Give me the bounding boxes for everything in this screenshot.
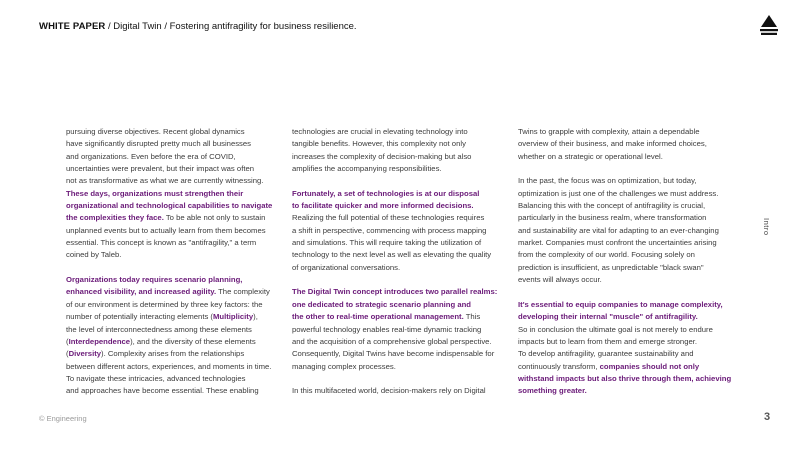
highlighted-text: something greater.: [518, 386, 587, 396]
paragraph: technologies are crucial in elevating technology into tangible benefits. However, this complexity not only increases the complexity of decision-making but also amplifies the accompanying responsibilities.: [292, 127, 472, 174]
text-column-3: [518, 126, 738, 398]
separator: /: [161, 21, 170, 32]
highlighted-text: withstand impacts but also thrive through them, achieving: [518, 373, 732, 383]
section-name: Digital Twin: [113, 21, 162, 32]
paragraph: It's essential to equip companies to manage complexity, developing their internal "muscle" of antifragility. So in conclusion the ultimate goal is not merely to endure impacts but to learn from them and emerge stronger. To develop antifragility, guarantee sustainability and continuously transform, companies should not only withstand impacts but also thrive through them, achieving something greater.: [518, 299, 732, 396]
highlighted-text: companies should not only: [599, 361, 700, 371]
term-interdependence: Interdependence: [68, 336, 131, 346]
paragraph: Fortunately, a set of technologies is at our disposal to facilitate quicker and more informed decisions. Realizing the full potential of these technologies requires a shift in perspective, commencing with process mapping and simulations. This will require taking the utilization of technology to the next level as well as elevating the quality of organizational conversations.: [292, 188, 492, 272]
highlighted-text: the complexities they face.: [66, 213, 164, 223]
paragraph: In the past, the focus was on optimization, but today, optimization is just one of the challenges we must address. Balancing this with the concept of antifragility is crucial, particularly in the business realm, where transformation and sustainability are vital for adapting to an ever-changing market. Companies must confront the uncertainties arising from the complexity of our world. Focusing solely on prediction is insufficient, as unpredictable "black swan" events will always occur.: [518, 176, 719, 285]
highlighted-text: enhanced visibility, and increased agility.: [66, 287, 217, 297]
separator: /: [105, 21, 114, 32]
paragraph: The Digital Twin concept introduces two parallel realms: one dedicated to strategic scenario planning and the other to real-time operational management. This powerful technology enables real-time dynamic tracking and the acquisition of a comprehensive global perspective. Consequently, Digital Twins have become indispensable for managing complex processes.: [292, 287, 498, 371]
page-header: [39, 21, 357, 32]
paragraph: Twins to grapple with complexity, attain a dependable overview of their business, and make informed choices, whether on a strategic or operational level.: [518, 127, 707, 161]
text-column-1: [66, 126, 286, 398]
highlighted-text: The Digital Twin concept introduces two parallel realms:: [292, 287, 498, 297]
term-multiplicity: Multiplicity: [213, 312, 254, 322]
highlighted-text: the other to real-time operational management.: [292, 312, 464, 322]
paragraph: Organizations today requires scenario planning, enhanced visibility, and increased agility. The complexity of our environment is determined by three key factors: the number of potentially interacting elements (Multiplicity), the level of interconnectedness among these elements (Interdependence), and the diversity of these elements (Diversity). Complexity arises from the relationships between different actors, experiences, and moments in time. To navigate these intricacies, advanced technologies and approaches have become essential. These enabling: [66, 275, 272, 396]
highlighted-text: Organizations today requires scenario planning,: [66, 275, 243, 285]
highlighted-text: These days, organizations must strengthen their: [66, 188, 244, 198]
document-title: Fostering antifragility for business resilience.: [169, 21, 357, 32]
paragraph: pursuing diverse objectives. Recent global dynamics have significantly disrupted pretty much all businesses and organizations. Even before the era of COVID, uncertainties were prevalent, but their impact was often not as transformative as what we are currently witnessing. These days, organizations must strengthen their organizational and technological capabilities to navigate the complexities they face. To be able not only to sustain unplanned events but to actually learn from them becomes essential. This concept is known as "antifragility," a term coined by Taleb.: [66, 127, 273, 260]
paragraph: In this multifaceted world, decision-makers rely on Digital: [292, 386, 486, 396]
highlighted-text: Fortunately, a set of technologies is at our disposal: [292, 188, 480, 198]
text-column-2: [292, 126, 512, 398]
company-logo-icon: [757, 14, 781, 38]
doc-type: WHITE PAPER: [39, 21, 106, 32]
section-side-label: Intro: [762, 218, 771, 236]
highlighted-text: to facilitate quicker and more informed decisions.: [292, 201, 474, 211]
page-number: 3: [764, 411, 771, 423]
highlighted-text: It's essential to equip companies to manage complexity,: [518, 299, 723, 309]
highlighted-text: organizational and technological capabilities to navigate: [66, 201, 273, 211]
highlighted-text: one dedicated to strategic scenario planning and: [292, 299, 471, 309]
term-diversity: Diversity: [68, 349, 102, 359]
highlighted-text: developing their internal "muscle" of antifragility.: [518, 312, 698, 322]
footer-copyright: © Engineering: [39, 414, 87, 423]
